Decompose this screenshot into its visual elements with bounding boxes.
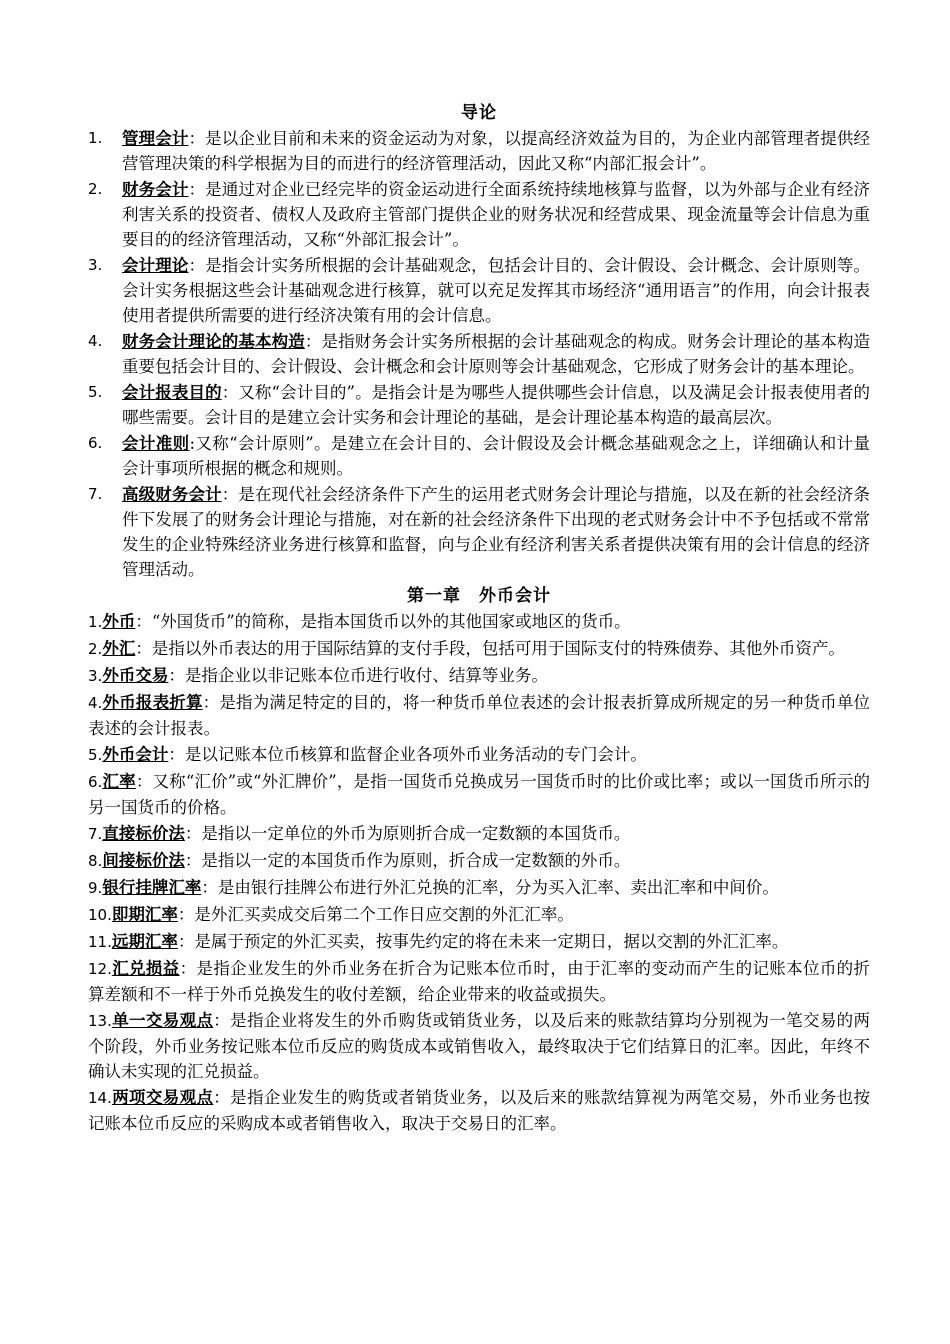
intro-heading: 导论 [461,103,497,123]
definition-term: 会计准则 [122,434,190,453]
definition-text: 是指企业发生的购货或者销货业务，以及后来的账款结算视为两笔交易，外币业务也按记账本位币反应的采购成本或者销售收入，取决于交易日的汇率。 [88,1088,871,1133]
definition-text: 是由银行挂牌公布进行外汇兑换的汇率，分为买入汇率、卖出汇率和中间价。 [217,878,779,897]
chapter1-list [88,609,870,1136]
definition-text: 是以记账本位币核算和监督企业各项外币业务活动的专门会计。 [184,745,647,764]
definition-text: “外国货币”的简称，是指本国货币以外的其他国家或地区的货币。 [151,612,631,631]
term-separator: ： [168,745,185,764]
definition-item [88,821,870,847]
term-separator: ： [135,772,153,791]
definition-term: 即期汇率 [111,905,178,924]
item-number: 13. [88,1012,112,1030]
definition-term: 高级财务会计 [122,485,222,504]
item-number: 3. [88,667,103,685]
definition-item [88,126,870,176]
item-number: 5. [88,383,103,401]
definition-term: 两项交易观点 [111,1088,214,1107]
item-number: 7. [88,825,103,843]
definition-item [88,848,870,874]
definition-term: 会计报表目的 [122,383,222,402]
definition-item [88,253,870,328]
definition-text: 又称“汇价”或“外汇牌价”，是指一国货币兑换成另一国货币时的比价或比率；或以一国货币所示的另一国货币的价格。 [88,772,871,817]
definition-term: 单一交易观点 [111,1011,214,1030]
definition-item [88,742,870,768]
item-number: 2. [88,180,103,198]
definition-text: 是指以一定单位的外币为原则折合成一定数额的本国货币。 [201,824,631,843]
definition-term: 财务会计理论的基本构造 [122,332,305,351]
definition-text: 是在现代社会经济条件下产生的运用老式财务会计理论与措施，以及在新的社会经济条件下发展了的财务会计理论与措施，对在新的社会经济条件下出现的老式财务会计中不予包括或不常常发生的企业特殊经济业务进行核算和监督，向与企业有经济利害关系者提供决策有用的会计信息的经济管理活动。 [122,485,870,579]
term-separator: ： [202,693,220,712]
definition-term: 外币会计 [102,745,169,764]
definition-term: 汇兑损益 [111,959,180,978]
item-number: 7. [88,485,103,503]
definition-item [88,1085,870,1136]
definition-text: 是指企业发生的外币业务在折合为记账本位币时，由于汇率的变动而产生的记账本位币的折算差额和不一样于外币兑换发生的收付差额，给企业带来的收益或损失。 [88,959,871,1004]
definition-text: 是指财务会计实务所根据的会计基础观念的构成。财务会计理论的基本构造重要包括会计目的、会计假设、会计概念和会计原则等会计基础观念，它形成了财务会计的基本理论。 [122,332,870,376]
definition-item [88,1008,870,1084]
definition-term: 远期汇率 [111,932,178,951]
item-number: 10. [88,906,112,924]
definition-text: 是指企业以非记账本位币进行收付、结算等业务。 [184,666,548,685]
item-number: 4. [88,332,103,350]
item-number: 3. [88,256,103,274]
definition-text: 是指会计实务所根据的会计基础观念，包括会计目的、会计假设、会计概念、会计原则等。会计实务根据这些会计基础观念进行核算，就可以充足发挥其市场经济“通用语言”的作用，向会计报表使用者提供所需要的进行经济决策有用的会计信息。 [122,256,870,325]
term-separator: ： [201,878,218,897]
item-number: 1. [88,129,103,147]
item-number: 5. [88,746,103,764]
term-separator: ： [221,383,239,402]
definition-item [88,769,870,820]
term-separator: ： [188,180,206,199]
item-number: 6. [88,773,103,791]
definition-item [88,690,870,741]
definition-text: 是指为满足特定的目的，将一种货币单位表述的会计报表折算成所规定的另一种货币单位表述的会计报表。 [88,693,871,738]
item-number: 6. [88,434,103,452]
definition-term: 会计理论 [122,256,189,275]
definition-term: 外汇 [102,639,136,658]
term-separator: ： [188,256,206,275]
definition-term: 外币交易 [102,666,169,685]
item-number: 9. [88,879,103,897]
term-separator: ： [184,824,202,843]
item-number: 8. [88,852,103,870]
term-separator: ： [304,332,322,351]
definition-item [88,902,870,928]
definition-text: 又称“会计原则”。是建立在会计目的、会计假设及会计概念基础观念之上，详细确认和计量会计事项所根据的概念和规则。 [122,434,871,478]
definition-text: 是外汇买卖成交后第二个工作日应交割的外汇汇率。 [194,905,574,924]
definition-item [88,956,870,1007]
term-separator: ： [135,639,152,658]
definition-term: 外币报表折算 [102,693,203,712]
item-number: 12. [88,960,112,978]
definition-text: 是指以一定的本国货币作为原则，折合成一定数额的外币。 [201,851,631,870]
term-separator: ： [221,485,239,504]
definition-term: 外币 [102,612,136,631]
term-separator: : [189,434,195,453]
definition-item [88,609,870,635]
term-separator: ： [184,851,202,870]
definition-text: 又称“会计目的”。是指会计是为哪些人提供哪些会计信息，以及满足会计报表使用者的哪些需要。会计目的是建立会计实务和会计理论的基础，是会计理论基本构造的最高层次。 [122,383,871,427]
definition-term: 汇率 [102,772,136,791]
term-separator: ： [135,612,152,631]
definition-text: 是指以外币表达的用于国际结算的支付手段，包括可用于国际支付的特殊债券、其他外币资产。 [151,639,845,658]
definition-item [88,636,870,662]
term-separator: ： [177,905,195,924]
definition-text: 是指企业将发生的外币购货或销货业务，以及后来的账款结算均分别视为一笔交易的两个阶段，外币业务按记账本位币反应的购货成本或销售收入，最终取决于它们结算日的汇率。因此，年终不确认未实现的汇兑损益。 [88,1011,871,1081]
definition-item [88,177,870,252]
intro-list [88,126,870,582]
term-separator: ： [177,932,195,951]
term-separator: ： [179,959,197,978]
definition-item [88,329,870,379]
definition-text: 是通过对企业已经完毕的资金运动进行全面系统持续地核算与监督，以为外部与企业有经济利害关系的投资者、债权人及政府主管部门提供企业的财务状况和经营成果、现金流量等会计信息为重要目的的经济管理活动，又称“外部汇报会计”。 [122,180,870,249]
item-number: 11. [88,933,112,951]
item-number: 4. [88,694,103,712]
item-number: 1. [88,613,103,631]
term-separator: ： [213,1088,231,1107]
definition-item [88,663,870,689]
definition-item [88,875,870,901]
chapter1-heading: 第一章 外币会计 [407,586,551,606]
item-number: 14. [88,1089,112,1107]
definition-item [88,380,870,430]
term-separator: ： [188,129,206,148]
definition-term: 直接标价法 [102,824,185,843]
definition-text: 是以企业目前和未来的资金运动为对象，以提高经济效益为目的，为企业内部管理者提供经营管理决策的科学根据为目的而进行的经济管理活动，因此又称“内部汇报会计”。 [122,129,870,173]
term-separator: ： [168,666,185,685]
definition-term: 银行挂牌汇率 [102,878,202,897]
definition-term: 财务会计 [122,180,189,199]
definition-item [88,929,870,955]
definition-term: 管理会计 [122,129,189,148]
definition-item [88,431,870,481]
item-number: 2. [88,640,103,658]
definition-text: 是属于预定的外汇买卖，按事先约定的将在未来一定期日，据以交割的外汇汇率。 [194,932,789,951]
definition-term: 间接标价法 [102,851,185,870]
term-separator: ： [213,1011,231,1030]
definition-item [88,482,870,582]
